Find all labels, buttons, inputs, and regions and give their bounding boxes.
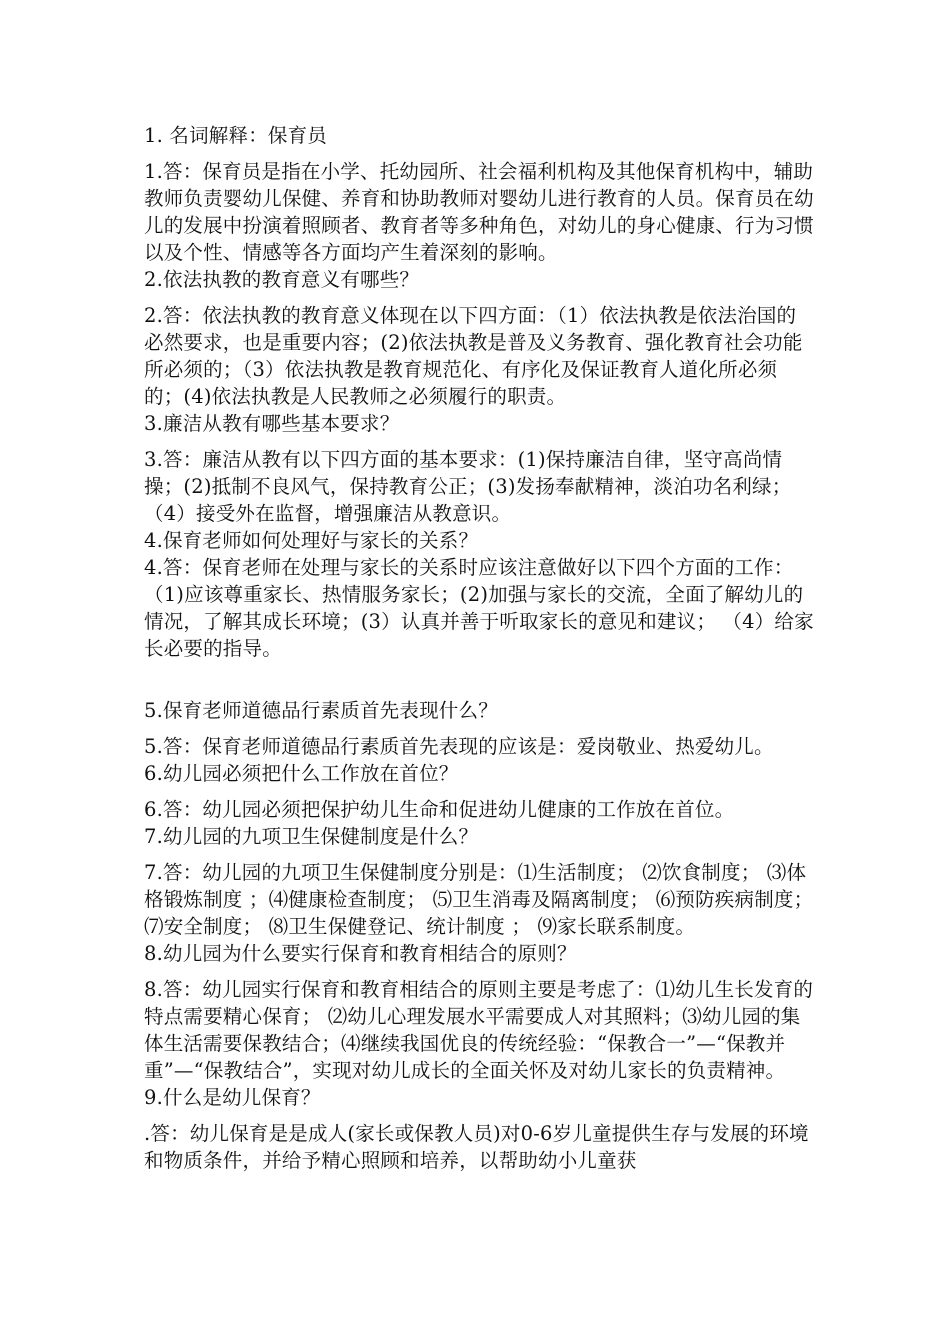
document-body	[144, 122, 814, 1174]
question-5: 5.保育老师道德品行素质首先表现什么？	[144, 699, 498, 722]
answer-1: 1.答：保育员是指在小学、托幼园所、社会福利机构及其他保育机构中，辅助教师负责婴幼儿保健、养育和协助教师对婴幼儿进行教育的人员。保育员在幼儿的发展中扮演着照顾者、教育者等多种角色，对幼儿的身心健康、行为习惯以及个性、情感等各方面均产生着深刻的影响。	[144, 160, 814, 264]
answer-7: 7.答：幼儿园的九项卫生保健制度分别是：⑴生活制度； ⑵饮食制度； ⑶体格锻炼制度 ；⑷健康检查制度； ⑸卫生消毒及隔离制度； ⑹预防疾病制度； ⑺安全制度； ⑻卫生保健登记、统计制度 ； ⑼家长联系制度。	[144, 861, 814, 938]
answer-4: 4.答：保育老师在处理与家长的关系时应该注意做好以下四个方面的工作：（1)应该尊重家长、热情服务家长；(2)加强与家长的交流，全面了解幼儿的情况，了解其成长环境；(3）认真并善于听取家长的意见和建议； （4）给家长必要的指导。	[144, 556, 814, 660]
question-9: 9.什么是幼儿保育？	[144, 1086, 321, 1109]
question-7: 7.幼儿园的九项卫生保健制度是什么？	[144, 825, 479, 848]
question-2: 2.依法执教的教育意义有哪些？	[144, 268, 420, 291]
answer-8: 8.答：幼儿园实行保育和教育相结合的原则主要是考虑了：⑴幼儿生长发育的特点需要精心保育； ⑵幼儿心理发展水平需要成人对其照料；⑶幼儿园的集体生活需要保教结合；⑷继续我国优良的传统经验：“保教合一”—“保教并重”—“保教结合”，实现对幼儿成长的全面关怀及对幼儿家长的负责精神。	[144, 978, 814, 1082]
answer-3: 3.答：廉洁从教有以下四方面的基本要求：(1)保持廉洁自律，坚守高尚情操；(2)抵制不良风气，保持教育公正；(3)发扬奉献精神，淡泊功名利绿； （4）接受外在监督，增强廉洁从教意识。	[144, 448, 792, 525]
question-6: 6.幼儿园必须把什么工作放在首位？	[144, 762, 459, 785]
answer-9: .答：幼儿保育是是成人(家长或保教人员)对0-6岁儿童提供生存与发展的环境和物质条件，并给予精心照顾和培养，以帮助幼小儿童获	[144, 1122, 809, 1172]
answer-2: 2.答：依法执教的教育意义体现在以下四方面：（1）依法执教是依法治国的必然要求，也是重要内容；(2)依法执教是普及义务教育、强化教育社会功能所必须的；（3）依法执教是教育规范化、有序化及保证教育人道化所必须的；(4)依法执教是人民教师之必须履行的职责。	[144, 304, 803, 408]
question-4: 4.保育老师如何处理好与家长的关系？	[144, 529, 479, 552]
question-8: 8.幼儿园为什么要实行保育和教育相结合的原则？	[144, 942, 577, 965]
question-3: 3.廉洁从教有哪些基本要求？	[144, 412, 400, 435]
question-1: 1. 名词解释：保育员	[144, 124, 328, 147]
answer-5: 5.答：保育老师道德品行素质首先表现的应该是：爱岗敬业、热爱幼儿。	[144, 735, 774, 758]
answer-6: 6.答：幼儿园必须把保护幼儿生命和促进幼儿健康的工作放在首位。	[144, 798, 735, 821]
